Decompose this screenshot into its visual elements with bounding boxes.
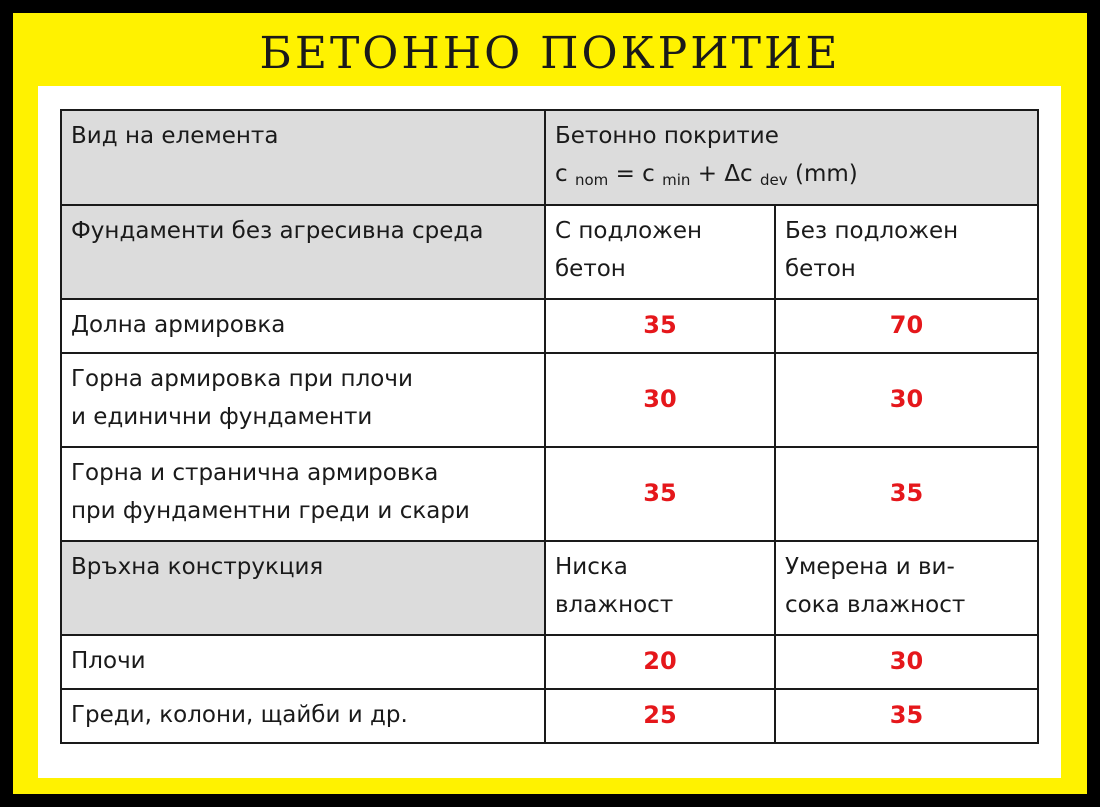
page-title: БЕТОННО ПОКРИТИЕ: [259, 28, 841, 79]
table-row: [61, 689, 1038, 743]
cover-value: 35: [545, 447, 775, 541]
cover-table: [60, 109, 1039, 744]
cover-value: 20: [545, 635, 775, 689]
header-element-type: Вид на елемента: [61, 110, 545, 205]
header-row: [61, 110, 1038, 205]
cover-value: 35: [775, 447, 1038, 541]
condition-label: Ниска влажност: [545, 541, 775, 635]
cover-value: 30: [545, 353, 775, 447]
table-row: [61, 635, 1038, 689]
condition-label: Умерена и ви- сока влажност: [775, 541, 1038, 635]
row-label: Долна армировка: [61, 299, 545, 353]
row-label: Плочи: [61, 635, 545, 689]
table-row: [61, 299, 1038, 353]
yellow-board: [13, 13, 1087, 794]
cover-value: 70: [775, 299, 1038, 353]
condition-label: С подложен бетон: [545, 205, 775, 299]
row-label: Горна и странична армировка при фундаментни греди и скари: [61, 447, 545, 541]
section-label: Връхна конструкция: [61, 541, 545, 635]
table-row: [61, 353, 1038, 447]
cover-value: 35: [775, 689, 1038, 743]
cover-value: 30: [775, 353, 1038, 447]
header-cover-label: Бетонно покритие: [555, 123, 779, 149]
section-row-foundations: [61, 205, 1038, 299]
header-formula: c $_{nom}$ = c $_{min}$ + Δc $_{dev}$ (mm): [555, 161, 858, 189]
row-label: Горна армировка при плочи и единични фундаменти: [61, 353, 545, 447]
table-row: [61, 447, 1038, 541]
cover-value: 25: [545, 689, 775, 743]
cover-value: 35: [545, 299, 775, 353]
section-label: Фундаменти без агресивна среда: [61, 205, 545, 299]
table-panel: [38, 86, 1061, 778]
header-concrete-cover: [545, 110, 1038, 205]
cover-value: 30: [775, 635, 1038, 689]
condition-label: Без подложен бетон: [775, 205, 1038, 299]
row-label: Греди, колони, щайби и др.: [61, 689, 545, 743]
section-row-superstructure: [61, 541, 1038, 635]
